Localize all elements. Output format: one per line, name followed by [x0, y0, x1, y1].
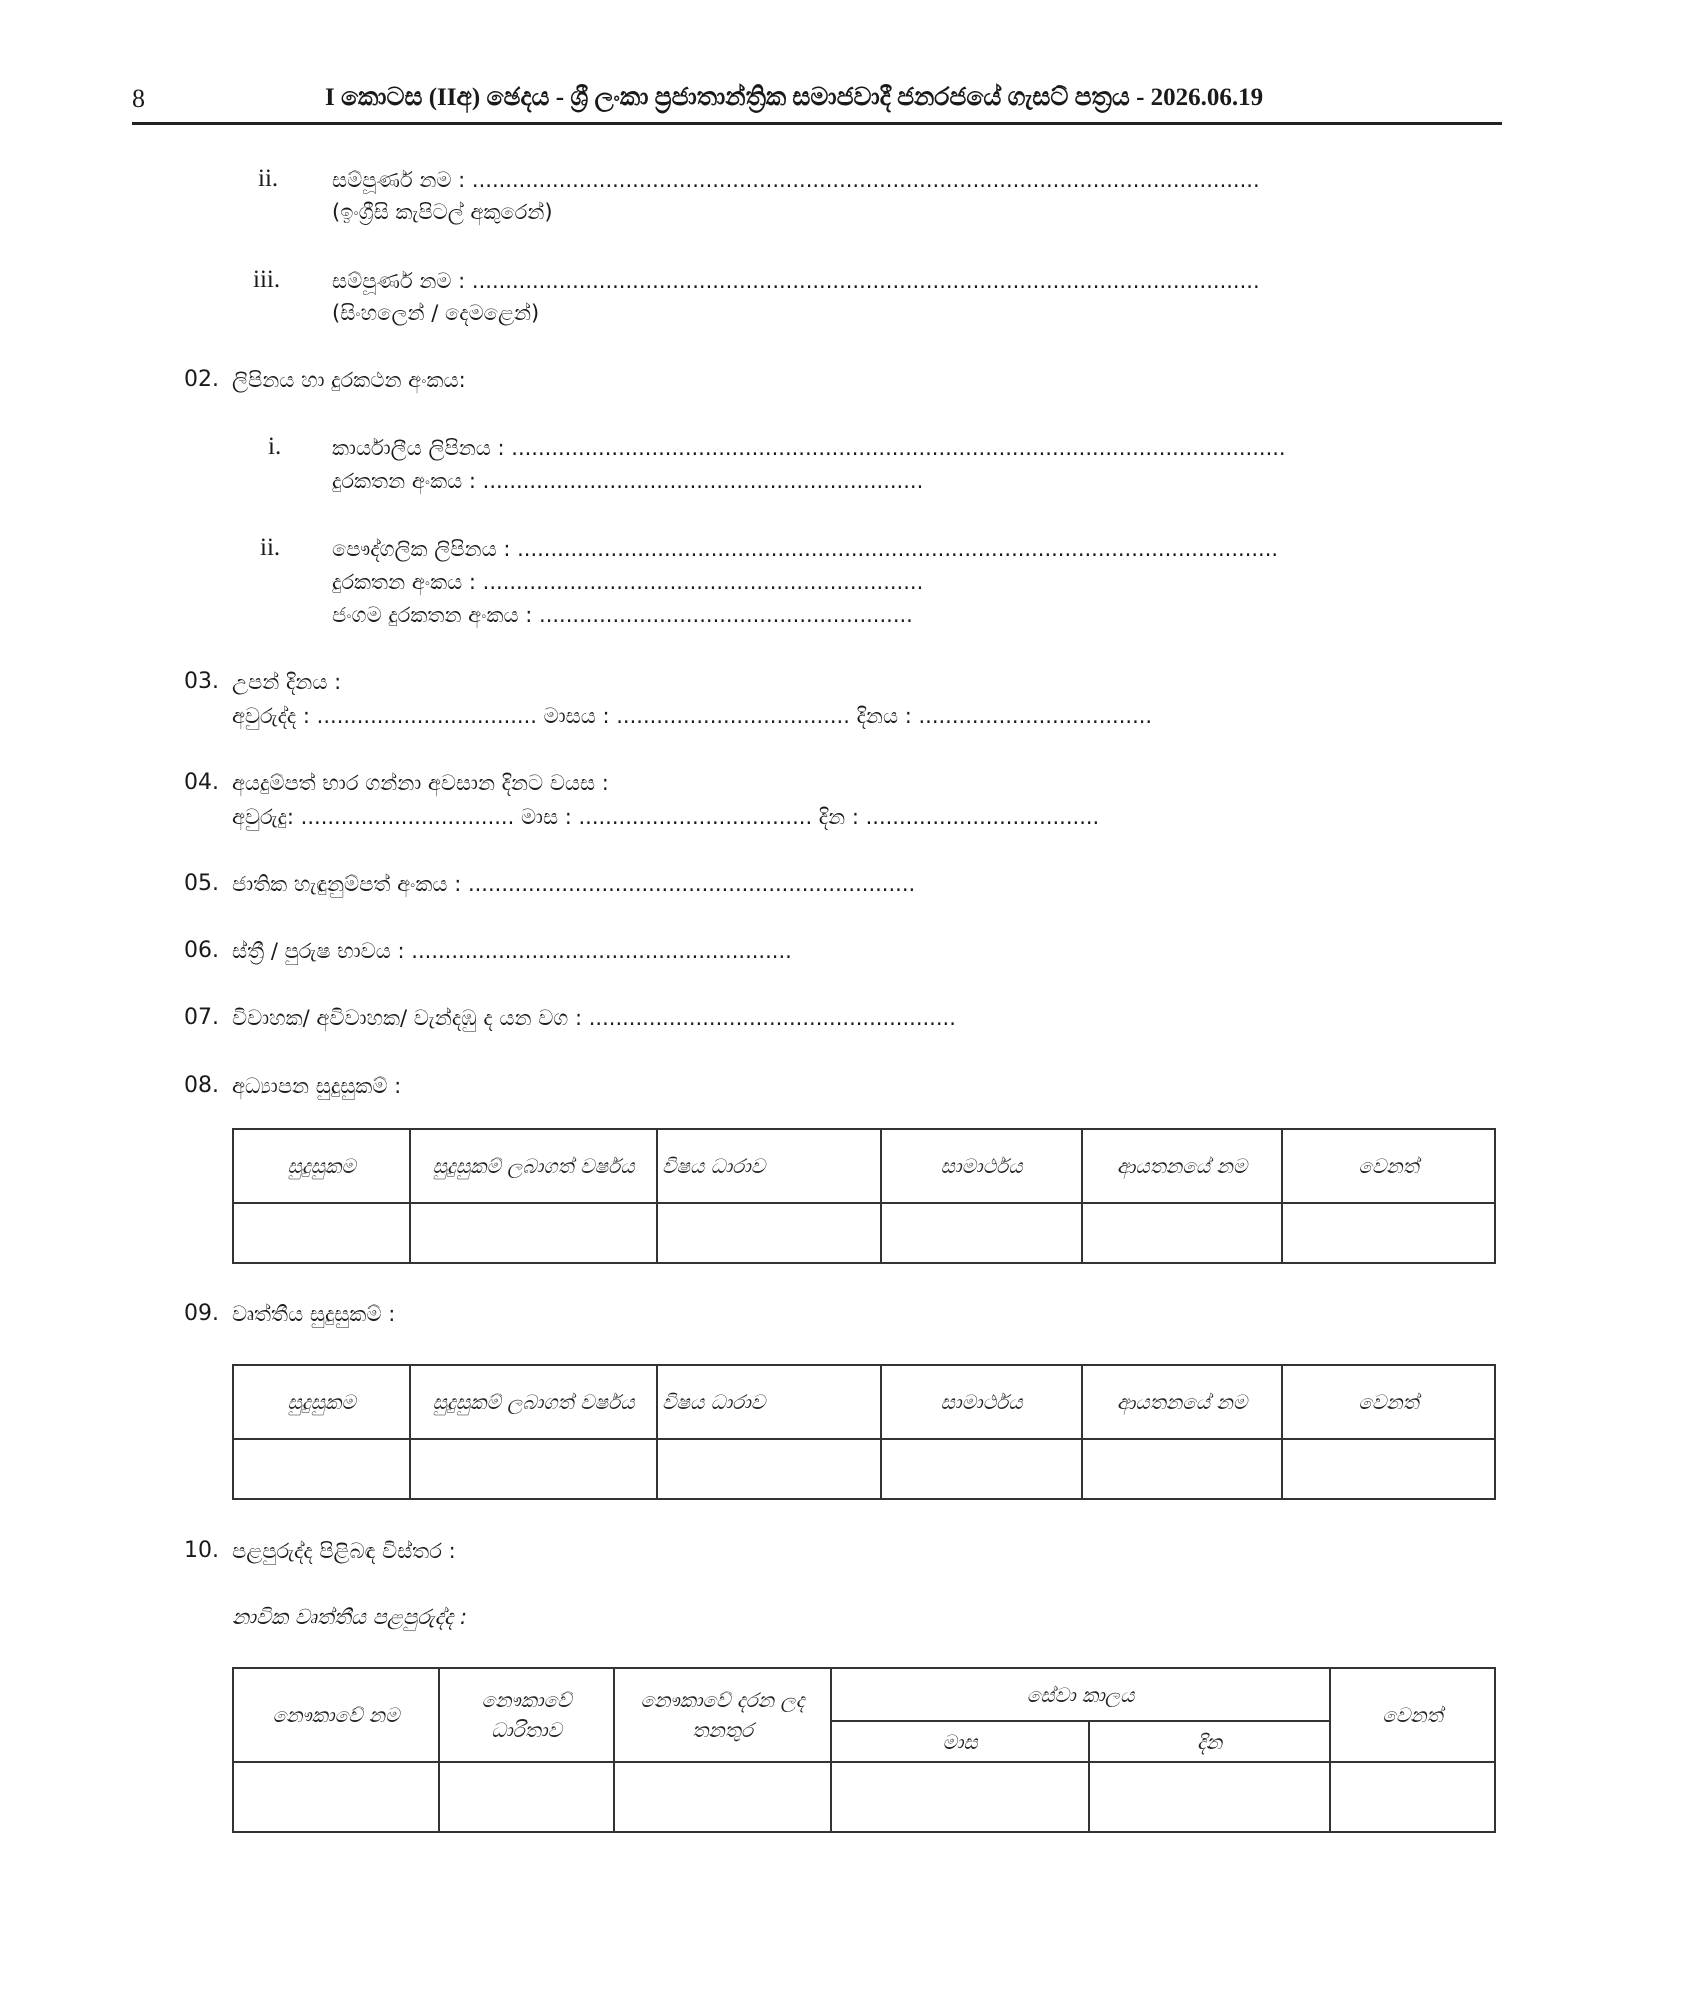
table-cell[interactable]: [233, 1439, 410, 1499]
birth-date-fields[interactable]: අවුරුද්ද : ................................. මාසය : ................................... දිනය : ...................................: [232, 704, 1153, 728]
page-number: 8: [132, 84, 145, 113]
column-header: නෞකාවේ දරන ලද තනතුර: [614, 1668, 831, 1762]
table-cell[interactable]: [614, 1762, 831, 1832]
age-fields[interactable]: අවුරුදු: ................................ මාස : ................................... දින : ...................................: [232, 805, 1100, 829]
table-cell[interactable]: [410, 1203, 657, 1263]
gender-field[interactable]: ස්ත්‍රී / පුරුෂ භාවය : .........................................................: [232, 939, 792, 963]
table-cell[interactable]: [881, 1439, 1082, 1499]
full-name-english-field[interactable]: සම්පූර්ණ නම : ......................................................................................................................: [332, 168, 1260, 192]
personal-phone-field[interactable]: දුරකතන අංකය : ..................................................................: [332, 570, 924, 594]
item05-number: 05.: [184, 871, 219, 896]
table-cell[interactable]: [657, 1203, 881, 1263]
column-header: සුදුසුකම: [233, 1129, 410, 1203]
table-cell[interactable]: [233, 1762, 439, 1832]
column-header: දින: [1089, 1721, 1330, 1762]
item04-number: 04.: [184, 770, 219, 795]
column-header: වෙනත්: [1330, 1668, 1495, 1762]
item01-iii-roman: iii.: [253, 266, 281, 293]
table-row: [233, 1203, 1495, 1263]
column-header: සාමාර්ථය: [881, 1129, 1082, 1203]
column-header: ආයතනයේ නම: [1082, 1129, 1282, 1203]
office-address-field[interactable]: කාර්යාලීය ලිපිනය : ....................................................................................................................: [332, 436, 1286, 460]
personal-address-field[interactable]: පෞද්ගලික ලිපිනය : ..................................................................................................................: [332, 537, 1279, 561]
full-name-english-note: (ඉංග්‍රීසි කැපිටල් අකුරෙන්): [332, 200, 553, 224]
full-name-sinhala-field[interactable]: සම්පූර්ණ නම : ......................................................................................................................: [332, 269, 1260, 293]
table-header-row: [233, 1668, 1495, 1721]
professional-qualifications-table: [232, 1364, 1496, 1500]
mobile-phone-field[interactable]: ජංගම දුරකතන අංකය : ........................................................: [332, 603, 913, 627]
column-header: සුදුසුකම: [233, 1365, 410, 1439]
item10-number: 10.: [184, 1538, 219, 1563]
table-cell[interactable]: [831, 1762, 1089, 1832]
item04-title: අයදුම්පත් භාර ගන්නා අවසාන දිනට වයස :: [232, 771, 609, 795]
table-cell[interactable]: [881, 1203, 1082, 1263]
table-header-row: [233, 1365, 1495, 1439]
table-cell[interactable]: [439, 1762, 614, 1832]
column-header: වෙනත්: [1282, 1365, 1495, 1439]
item09-title: වෘත්තීය සුදුසුකම් :: [232, 1302, 396, 1326]
table-header-row: [233, 1129, 1495, 1203]
column-header: සුදුසුකම් ලබාගත් වර්ෂය: [410, 1365, 657, 1439]
table-cell[interactable]: [1282, 1203, 1495, 1263]
table-cell[interactable]: [1082, 1203, 1282, 1263]
item03-title: උපන් දිනය :: [232, 670, 342, 694]
column-header: නෞකාවේ නම: [233, 1668, 439, 1762]
item01-ii-roman: ii.: [258, 165, 279, 192]
column-header: ආයතනයේ නම: [1082, 1365, 1282, 1439]
item07-number: 07.: [184, 1005, 219, 1030]
nic-number-field[interactable]: ජාතික හැඳුනුම්පත් අංකය : ...................................................................: [232, 872, 916, 896]
header-rule: [132, 122, 1502, 125]
table-cell[interactable]: [233, 1203, 410, 1263]
item02-ii-roman: ii.: [260, 534, 281, 561]
item10-title: පළපුරුද්ද පිළිබඳ විස්තර :: [232, 1539, 456, 1563]
item08-number: 08.: [184, 1073, 219, 1098]
column-header: විෂය ධාරාව: [657, 1365, 881, 1439]
item08-title: අධ්‍යාපන සුදුසුකම් :: [232, 1074, 402, 1098]
column-header: සේවා කාලය: [831, 1668, 1330, 1721]
item06-number: 06.: [184, 938, 219, 963]
marital-status-field[interactable]: විවාහක/ අවිවාහක/ වැන්දඹු ද යන වග : .......................................................: [232, 1006, 956, 1030]
column-header: වෙනත්: [1282, 1129, 1495, 1203]
column-header: මාස: [831, 1721, 1089, 1762]
column-header: විෂය ධාරාව: [657, 1129, 881, 1203]
column-header: සාමාර්ථය: [881, 1365, 1082, 1439]
full-name-sinhala-note: (සිංහලෙන් / දෙමළෙන්): [332, 301, 540, 325]
table-cell[interactable]: [1089, 1762, 1330, 1832]
table-cell[interactable]: [1330, 1762, 1495, 1832]
office-phone-field[interactable]: දුරකතන අංකය : ..................................................................: [332, 469, 924, 493]
item03-number: 03.: [184, 669, 219, 694]
table-row: [233, 1439, 1495, 1499]
table-row: [233, 1762, 1495, 1832]
table-cell[interactable]: [1082, 1439, 1282, 1499]
item02-title: ලිපිනය හා දුරකථන අංකය:: [232, 368, 466, 392]
item09-number: 09.: [184, 1301, 219, 1326]
column-header: නෞකාවේ ධාරිතාව: [439, 1668, 614, 1762]
item02-number: 02.: [184, 367, 219, 392]
table-cell[interactable]: [657, 1439, 881, 1499]
gazette-header-title: I කොටස (IIඅ) ඡෙදය - ශ්‍රී ලංකා ප්‍රජාතාන්ත්‍රික සමාජවාදී ජනරජයේ ගැසට් පත්‍රය - 2026.06.19: [325, 84, 1264, 111]
educational-qualifications-table: [232, 1128, 1496, 1264]
item02-i-roman: i.: [268, 433, 282, 460]
table-cell[interactable]: [1282, 1439, 1495, 1499]
column-header: සුදුසුකම් ලබාගත් වර්ෂය: [410, 1129, 657, 1203]
item10-subtitle: නාවික වෘත්තීය පළපුරුද්ද :: [232, 1605, 468, 1629]
table-cell[interactable]: [410, 1439, 657, 1499]
naval-experience-table: [232, 1667, 1496, 1833]
